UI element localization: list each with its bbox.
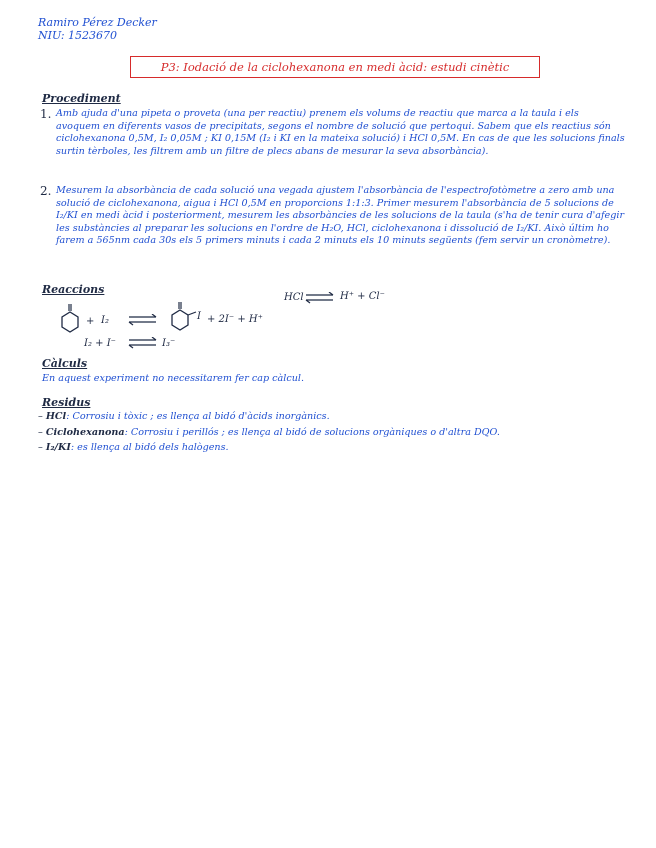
item-number: 1. [40,107,52,121]
residu-text: : Corrosiu i perillós ; es llença al bidó de solucions orgàniques o d'altra DQO. [124,427,500,438]
plus-sign: + [86,316,95,327]
product-rest: + 2I⁻ + H⁺ [207,314,263,325]
residu-name: HCl [45,411,67,422]
product-iodine: I [197,311,201,322]
student-name: Ramiro Pérez Decker [38,16,157,29]
equilibrium-arrow [128,314,158,326]
procediment-item-1 [40,108,625,158]
residus-heading: Residus [42,396,91,409]
cyclohexanone-structure [58,302,80,338]
triiodide-reactants: I₂ + I⁻ [84,338,116,349]
reaccions-heading: Reaccions [42,283,105,296]
triiodide-product: I₃⁻ [162,338,176,349]
item-number: 2. [40,184,52,198]
equilibrium-arrow [305,292,335,304]
residu-name: I₂/KI [45,442,71,453]
reagent-i2: I₂ [101,315,109,326]
residu-item-hcl: – HCl: Corrosiu i tòxic ; es llença al bidó d'àcids inorgànics. [38,411,330,422]
calculs-heading: Càlculs [42,357,88,370]
residu-name: Ciclohexanona [45,427,125,438]
procediment-item-2 [40,185,625,248]
residu-item-ciclohexanona: – Ciclohexanona: Corrosiu i perillós ; es llença al bidó de solucions orgàniques o d'altra DQO. [38,427,500,438]
title-box [130,56,540,78]
calculs-text: En aquest experiment no necessitarem fer cap càlcul. [42,373,304,384]
item-text: Mesurem la absorbància de cada solució una vegada ajustem l'absorbància de l'espectrofotòmetre a zero amb una solució de ciclohexanona, aigua i HCl 0,5M en proporcions 1:1:3. Primer mesurem l'absorbància de 5 solucions de I₂/KI en medi àcid i posteriorment, mesurem les absorbàncies de les solucions de la taula (s'ha de tenir cura d'afegir les substàncies al preparar les solucions en l'ordre de H₂O, HCl, ciclohexanona i dissolució de I₂/KI. Això últim ho farem a 565nm cada 30s els 5 primers minuts i cada 2 minuts els 10 minuts següents (fem servir un cronòmetre). [56,185,625,247]
page-title: P3: Iodació de la ciclohexanona en medi àcid: estudi cinètic [160,60,510,74]
hcl-products: H⁺ + Cl⁻ [340,291,385,302]
procediment-heading: Procediment [42,92,121,105]
item-text: Amb ajuda d'una pipeta o proveta (una per reactiu) prenem els volums de reactiu que marca a la taula i els avoquem en diferents vasos de precipitats, segons el nombre de solució que pertoqui. Sabem que els reactius són ciclohexanona 0,5M, I₂ 0,05M ; KI 0,15M (I₂ i KI en la mateixa solució) i HCl 0,5M. En cas de que les solucions finals surtin tèrboles, les filtrem amb un filtre de plecs abans de mesurar la seva absorbància). [56,108,625,157]
iodocyclohexanone-structure [168,300,198,336]
residu-text: : Corrosiu i tòxic ; es llença al bidó d'àcids inorgànics. [66,411,330,422]
hcl-reactant: HCl [284,292,304,303]
student-niu: NIU: 1523670 [38,29,118,42]
residu-item-i2ki: – I₂/KI: es llença al bidó dels halògens. [38,442,229,453]
residu-text: : es llença al bidó dels halògens. [70,442,229,453]
equilibrium-arrow [128,337,158,349]
